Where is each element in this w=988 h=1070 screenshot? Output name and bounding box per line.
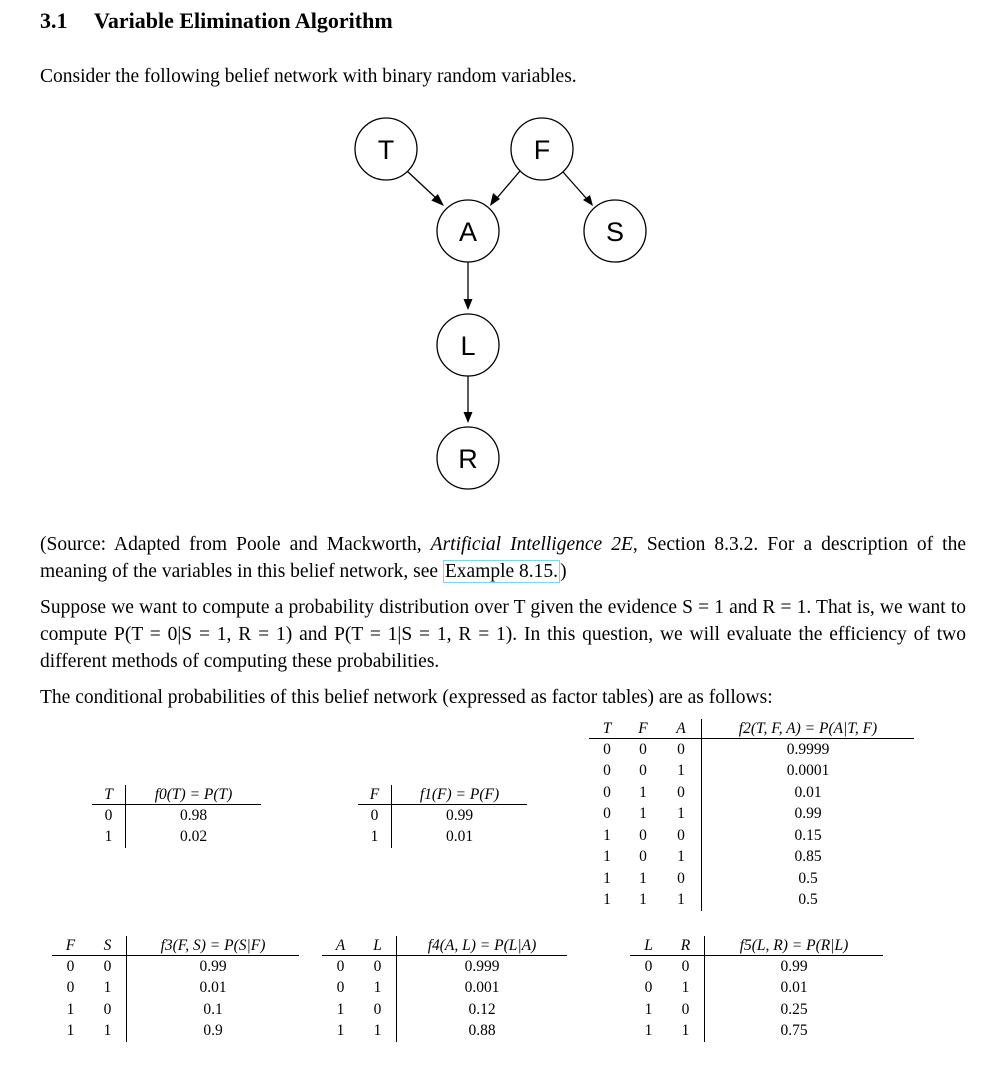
column-header: F bbox=[358, 785, 392, 805]
node-s bbox=[584, 200, 646, 262]
book-title: Artificial Intelligence 2E bbox=[430, 534, 633, 555]
node-a-label: A bbox=[458, 217, 478, 247]
table-row bbox=[589, 782, 914, 804]
variable-value-cell: 1 bbox=[336, 1000, 345, 1018]
table-header-row bbox=[322, 936, 567, 956]
factor-table-f2 bbox=[589, 719, 914, 911]
column-header: L bbox=[630, 936, 667, 956]
factor-header: f5(L, R) = P(R|L) bbox=[705, 936, 884, 956]
variable-value-cell: 1 bbox=[103, 1022, 112, 1040]
suppose-paragraph: Suppose we want to compute a probability distribution over T given the evidence S = 1 and R = 1. That is, we want to compute P(T = 0|S = 1, R = 1) and P(T = 1|S = 1, R = 1). In this question, we will evaluate the efficiency of two different methods of computing these probabilities. bbox=[40, 597, 966, 672]
variable-value-cell: 1 bbox=[677, 762, 685, 780]
probability-cell: 0.99 bbox=[392, 805, 528, 827]
conditional-paragraph: The conditional probabilities of this belief network (expressed as factor tables) are as follows: bbox=[40, 687, 773, 708]
probability-cell: 0.02 bbox=[126, 827, 262, 849]
node-l-label: L bbox=[460, 331, 476, 361]
variable-value-cell: 1 bbox=[603, 826, 611, 844]
probability-cell: 0.85 bbox=[702, 847, 915, 869]
factor-header: f0(T) = P(T) bbox=[126, 785, 262, 805]
probability-cell: 0.98 bbox=[126, 805, 262, 827]
node-f bbox=[511, 118, 573, 180]
factor-table-f4 bbox=[322, 936, 567, 1042]
variable-value-cell: 0 bbox=[677, 826, 685, 844]
table-row bbox=[589, 825, 914, 847]
table-row bbox=[589, 804, 914, 826]
variable-value-cell: 1 bbox=[103, 979, 112, 997]
probability-cell: 0.01 bbox=[702, 782, 915, 804]
probability-cell: 0.88 bbox=[397, 1021, 568, 1043]
table-row bbox=[630, 1021, 883, 1043]
variable-value-cell: 1 bbox=[373, 979, 382, 997]
variable-value-cell: 0 bbox=[681, 957, 690, 975]
column-header: L bbox=[359, 936, 397, 956]
factor-header: f3(F, S) = P(S|F) bbox=[127, 936, 300, 956]
probability-cell: 0.1 bbox=[127, 999, 300, 1021]
variable-value-cell: 1 bbox=[677, 891, 685, 909]
variable-value-cell: 0 bbox=[639, 826, 647, 844]
probability-cell: 0.75 bbox=[705, 1021, 884, 1043]
variable-value-cell: 0 bbox=[103, 957, 112, 975]
factor-table-f5 bbox=[630, 936, 883, 1042]
variable-value-cell: 0 bbox=[639, 762, 647, 780]
variable-value-cell: 1 bbox=[370, 828, 379, 846]
node-r bbox=[437, 427, 499, 489]
table-row bbox=[52, 978, 299, 1000]
variable-value-cell: 1 bbox=[603, 891, 611, 909]
node-t-label: T bbox=[377, 135, 395, 165]
source-text-after: ) bbox=[560, 561, 567, 582]
table-row bbox=[52, 999, 299, 1021]
variable-value-cell: 0 bbox=[603, 783, 611, 801]
probability-cell: 0.999 bbox=[397, 956, 568, 978]
table-header-row bbox=[358, 785, 527, 805]
probability-cell: 0.12 bbox=[397, 999, 568, 1021]
probability-cell: 0.01 bbox=[127, 978, 300, 1000]
table-row bbox=[358, 827, 527, 849]
variable-value-cell: 0 bbox=[66, 979, 75, 997]
variable-value-cell: 0 bbox=[603, 805, 611, 823]
factor-table-f0 bbox=[92, 785, 261, 848]
column-header: T bbox=[589, 719, 625, 739]
variable-value-cell: 0 bbox=[103, 1000, 112, 1018]
variable-value-cell: 1 bbox=[373, 1022, 382, 1040]
variable-value-cell: 1 bbox=[639, 805, 647, 823]
probability-cell: 0.001 bbox=[397, 978, 568, 1000]
factor-header: f1(F) = P(F) bbox=[392, 785, 528, 805]
source-paragraph bbox=[40, 531, 966, 585]
variable-value-cell: 0 bbox=[639, 740, 647, 758]
probability-cell: 0.01 bbox=[705, 978, 884, 1000]
source-text-middle: , Section 8.3.2. For a description of the meaning of the variables in this belief network, see bbox=[40, 534, 967, 582]
variable-value-cell: 1 bbox=[677, 805, 685, 823]
table-row bbox=[92, 827, 261, 849]
variable-value-cell: 1 bbox=[639, 783, 647, 801]
table-header-row bbox=[589, 719, 914, 739]
table-row bbox=[589, 868, 914, 890]
variable-value-cell: 1 bbox=[66, 1022, 75, 1040]
intro-paragraph: Consider the following belief network with binary random variables. bbox=[40, 66, 577, 87]
node-a bbox=[437, 200, 499, 262]
factor-table-f3 bbox=[52, 936, 299, 1042]
section-number: 3.1 bbox=[40, 8, 68, 33]
table-row bbox=[322, 956, 567, 978]
variable-value-cell: 0 bbox=[104, 806, 113, 824]
probability-cell: 0.9999 bbox=[702, 739, 915, 761]
edge-a-l bbox=[464, 262, 473, 310]
probability-cell: 0.01 bbox=[392, 827, 528, 849]
variable-value-cell: 0 bbox=[370, 806, 379, 824]
variable-value-cell: 1 bbox=[603, 869, 611, 887]
column-header: F bbox=[52, 936, 89, 956]
variable-value-cell: 1 bbox=[644, 1000, 653, 1018]
section-heading bbox=[40, 8, 393, 34]
table-row bbox=[92, 805, 261, 827]
variable-value-cell: 0 bbox=[603, 740, 611, 758]
edge-t-a bbox=[407, 171, 444, 206]
variable-value-cell: 1 bbox=[681, 1022, 690, 1040]
variable-value-cell: 0 bbox=[66, 957, 75, 975]
table-row bbox=[52, 956, 299, 978]
table-row bbox=[589, 890, 914, 912]
variable-value-cell: 1 bbox=[66, 1000, 75, 1018]
variable-value-cell: 1 bbox=[677, 848, 685, 866]
factor-header: f2(T, F, A) = P(A|T, F) bbox=[702, 719, 915, 739]
variable-value-cell: 1 bbox=[644, 1022, 653, 1040]
probability-cell: 0.5 bbox=[702, 868, 915, 890]
variable-value-cell: 0 bbox=[677, 869, 685, 887]
probability-cell: 0.15 bbox=[702, 825, 915, 847]
edge-f-s bbox=[563, 172, 593, 206]
column-header: T bbox=[92, 785, 126, 805]
column-header: R bbox=[667, 936, 705, 956]
source-text-before: (Source: Adapted from Poole and Mackworth, bbox=[40, 534, 431, 555]
table-row bbox=[322, 1021, 567, 1043]
node-t bbox=[355, 118, 417, 180]
node-r-label: R bbox=[458, 444, 478, 474]
column-header: F bbox=[625, 719, 661, 739]
table-row bbox=[322, 999, 567, 1021]
variable-value-cell: 0 bbox=[639, 848, 647, 866]
variable-value-cell: 1 bbox=[104, 828, 113, 846]
probability-cell: 0.99 bbox=[702, 804, 915, 826]
variable-value-cell: 0 bbox=[603, 762, 611, 780]
variable-value-cell: 0 bbox=[336, 979, 345, 997]
node-s-label: S bbox=[605, 217, 625, 247]
table-header-row bbox=[92, 785, 261, 805]
table-row bbox=[52, 1021, 299, 1043]
variable-value-cell: 0 bbox=[677, 740, 685, 758]
variable-value-cell: 0 bbox=[681, 1000, 690, 1018]
variable-value-cell: 1 bbox=[639, 891, 647, 909]
probability-cell: 0.99 bbox=[705, 956, 884, 978]
table-header-row bbox=[630, 936, 883, 956]
table-row bbox=[589, 739, 914, 761]
table-row bbox=[589, 847, 914, 869]
variable-value-cell: 0 bbox=[644, 979, 653, 997]
column-header: A bbox=[322, 936, 359, 956]
variable-value-cell: 0 bbox=[336, 957, 345, 975]
variable-value-cell: 1 bbox=[681, 979, 690, 997]
variable-value-cell: 0 bbox=[677, 783, 685, 801]
table-row bbox=[358, 805, 527, 827]
node-l bbox=[437, 314, 499, 376]
column-header: S bbox=[89, 936, 127, 956]
belief-network-diagram bbox=[340, 110, 660, 500]
probability-cell: 0.5 bbox=[702, 890, 915, 912]
factor-header: f4(A, L) = P(L|A) bbox=[397, 936, 568, 956]
variable-value-cell: 1 bbox=[603, 848, 611, 866]
probability-cell: 0.9 bbox=[127, 1021, 300, 1043]
table-header-row bbox=[52, 936, 299, 956]
probability-cell: 0.0001 bbox=[702, 761, 915, 783]
probability-cell: 0.25 bbox=[705, 999, 884, 1021]
column-header: A bbox=[661, 719, 702, 739]
section-title: Variable Elimination Algorithm bbox=[94, 8, 393, 33]
variable-value-cell: 0 bbox=[373, 957, 382, 975]
variable-value-cell: 1 bbox=[639, 869, 647, 887]
variable-value-cell: 1 bbox=[336, 1022, 345, 1040]
variable-value-cell: 0 bbox=[373, 1000, 382, 1018]
node-f-label: F bbox=[533, 135, 551, 165]
table-row bbox=[630, 978, 883, 1000]
edge-l-r bbox=[464, 376, 473, 423]
table-row bbox=[630, 999, 883, 1021]
factor-table-f1 bbox=[358, 785, 527, 848]
table-row bbox=[322, 978, 567, 1000]
example-link[interactable]: Example 8.15. bbox=[444, 561, 559, 582]
table-row bbox=[589, 761, 914, 783]
variable-value-cell: 0 bbox=[644, 957, 653, 975]
table-row bbox=[630, 956, 883, 978]
probability-cell: 0.99 bbox=[127, 956, 300, 978]
edge-f-a bbox=[490, 171, 520, 206]
